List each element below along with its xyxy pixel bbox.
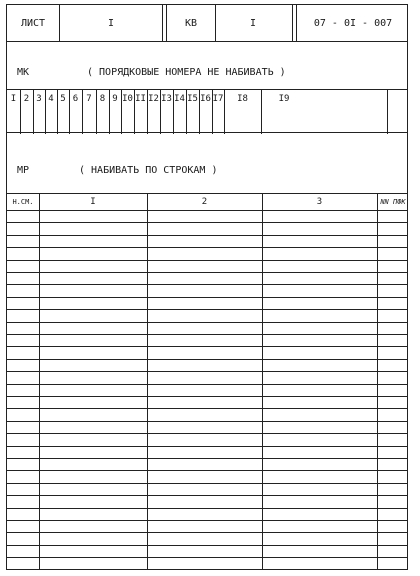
digit-divider [261, 90, 262, 134]
table-row [7, 359, 407, 360]
digit-divider [224, 90, 225, 134]
digit-divider [45, 90, 46, 134]
table-row [7, 309, 407, 310]
digit-column-header: I8 [237, 94, 248, 104]
divider [296, 5, 297, 41]
table-row [7, 260, 407, 261]
table-column-divider [39, 194, 40, 570]
digit-column-header: I3 [161, 94, 172, 104]
digit-divider [96, 90, 97, 134]
table-row [7, 272, 407, 273]
digit-divider [69, 90, 70, 134]
digit-divider [387, 90, 388, 134]
table-row [7, 408, 407, 409]
doc-code: 07 - 0I - 007 [313, 17, 393, 29]
divider [162, 5, 163, 41]
digit-column-header: I0 [122, 94, 133, 104]
table-row [7, 371, 407, 372]
digit-divider [173, 90, 174, 134]
digit-column-header: I [10, 94, 17, 104]
table-row [7, 334, 407, 335]
header-row [7, 5, 407, 42]
form-sheet [6, 4, 408, 570]
digit-column-header: 7 [86, 94, 92, 104]
mp-note: ( НАБИВАТЬ ПО СТРОКАМ ) [79, 165, 218, 176]
table-column-divider [377, 194, 378, 570]
digit-divider [121, 90, 122, 134]
table-row [7, 545, 407, 546]
mk-note: ( ПОРЯДКОВЫЕ НОМЕРА НЕ НАБИВАТЬ ) [87, 67, 286, 78]
table-column-header: 3 [316, 197, 323, 207]
divider [292, 5, 293, 41]
table-row [7, 508, 407, 509]
table-row [7, 222, 407, 223]
digit-grid [7, 89, 407, 133]
table-row [7, 235, 407, 236]
digit-divider [20, 90, 21, 134]
table-row [7, 433, 407, 434]
digit-column-header: I2 [148, 94, 159, 104]
digit-divider [82, 90, 83, 134]
divider [59, 5, 60, 41]
table-row [7, 532, 407, 533]
table-row [7, 210, 407, 211]
main-table [7, 193, 407, 571]
digit-column-header: 3 [36, 94, 42, 104]
table-column-divider [262, 194, 263, 570]
digit-column-header: I6 [200, 94, 211, 104]
divider [166, 5, 167, 41]
table-column-divider [147, 194, 148, 570]
table-column-header: NN ПФК [380, 198, 406, 206]
list-label: ЛИСТ [20, 17, 46, 29]
table-row [7, 495, 407, 496]
digit-column-header: 8 [99, 94, 106, 104]
digit-column-header: I7 [212, 94, 224, 104]
table-row [7, 384, 407, 385]
digit-column-header: I4 [174, 94, 185, 104]
digit-divider [33, 90, 34, 134]
kv-value: I [249, 17, 257, 29]
digit-column-header: I9 [278, 94, 290, 104]
table-column-header: I [90, 197, 96, 207]
divider [215, 5, 216, 41]
table-row [7, 346, 407, 347]
digit-column-header: 2 [23, 94, 30, 104]
digit-divider [186, 90, 187, 134]
table-row [7, 483, 407, 484]
table-row [7, 520, 407, 521]
table-column-header: 2 [201, 197, 208, 207]
table-row [7, 396, 407, 397]
table-row [7, 421, 407, 422]
table-row [7, 297, 407, 298]
list-value: I [107, 17, 115, 29]
table-row [7, 284, 407, 285]
digit-column-header: 9 [112, 94, 118, 104]
digit-divider [212, 90, 213, 134]
digit-column-header: 6 [72, 94, 79, 104]
mk-label: МК [17, 67, 30, 78]
digit-divider [57, 90, 58, 134]
digit-divider [109, 90, 110, 134]
mp-label: МР [17, 165, 30, 176]
digit-divider [134, 90, 135, 134]
digit-divider [199, 90, 200, 134]
table-row [7, 458, 407, 459]
kv-label: КВ [184, 17, 198, 29]
digit-column-header: I5 [187, 94, 198, 104]
table-row [7, 446, 407, 447]
table-column-header: Н.СМ. [12, 198, 34, 206]
table-row [7, 470, 407, 471]
table-row [7, 322, 407, 323]
digit-column-header: 5 [60, 94, 66, 104]
digit-column-header: 4 [48, 94, 54, 104]
digit-column-header: II [135, 94, 146, 104]
digit-divider [147, 90, 148, 134]
digit-divider [160, 90, 161, 134]
table-row [7, 247, 407, 248]
table-row [7, 557, 407, 558]
